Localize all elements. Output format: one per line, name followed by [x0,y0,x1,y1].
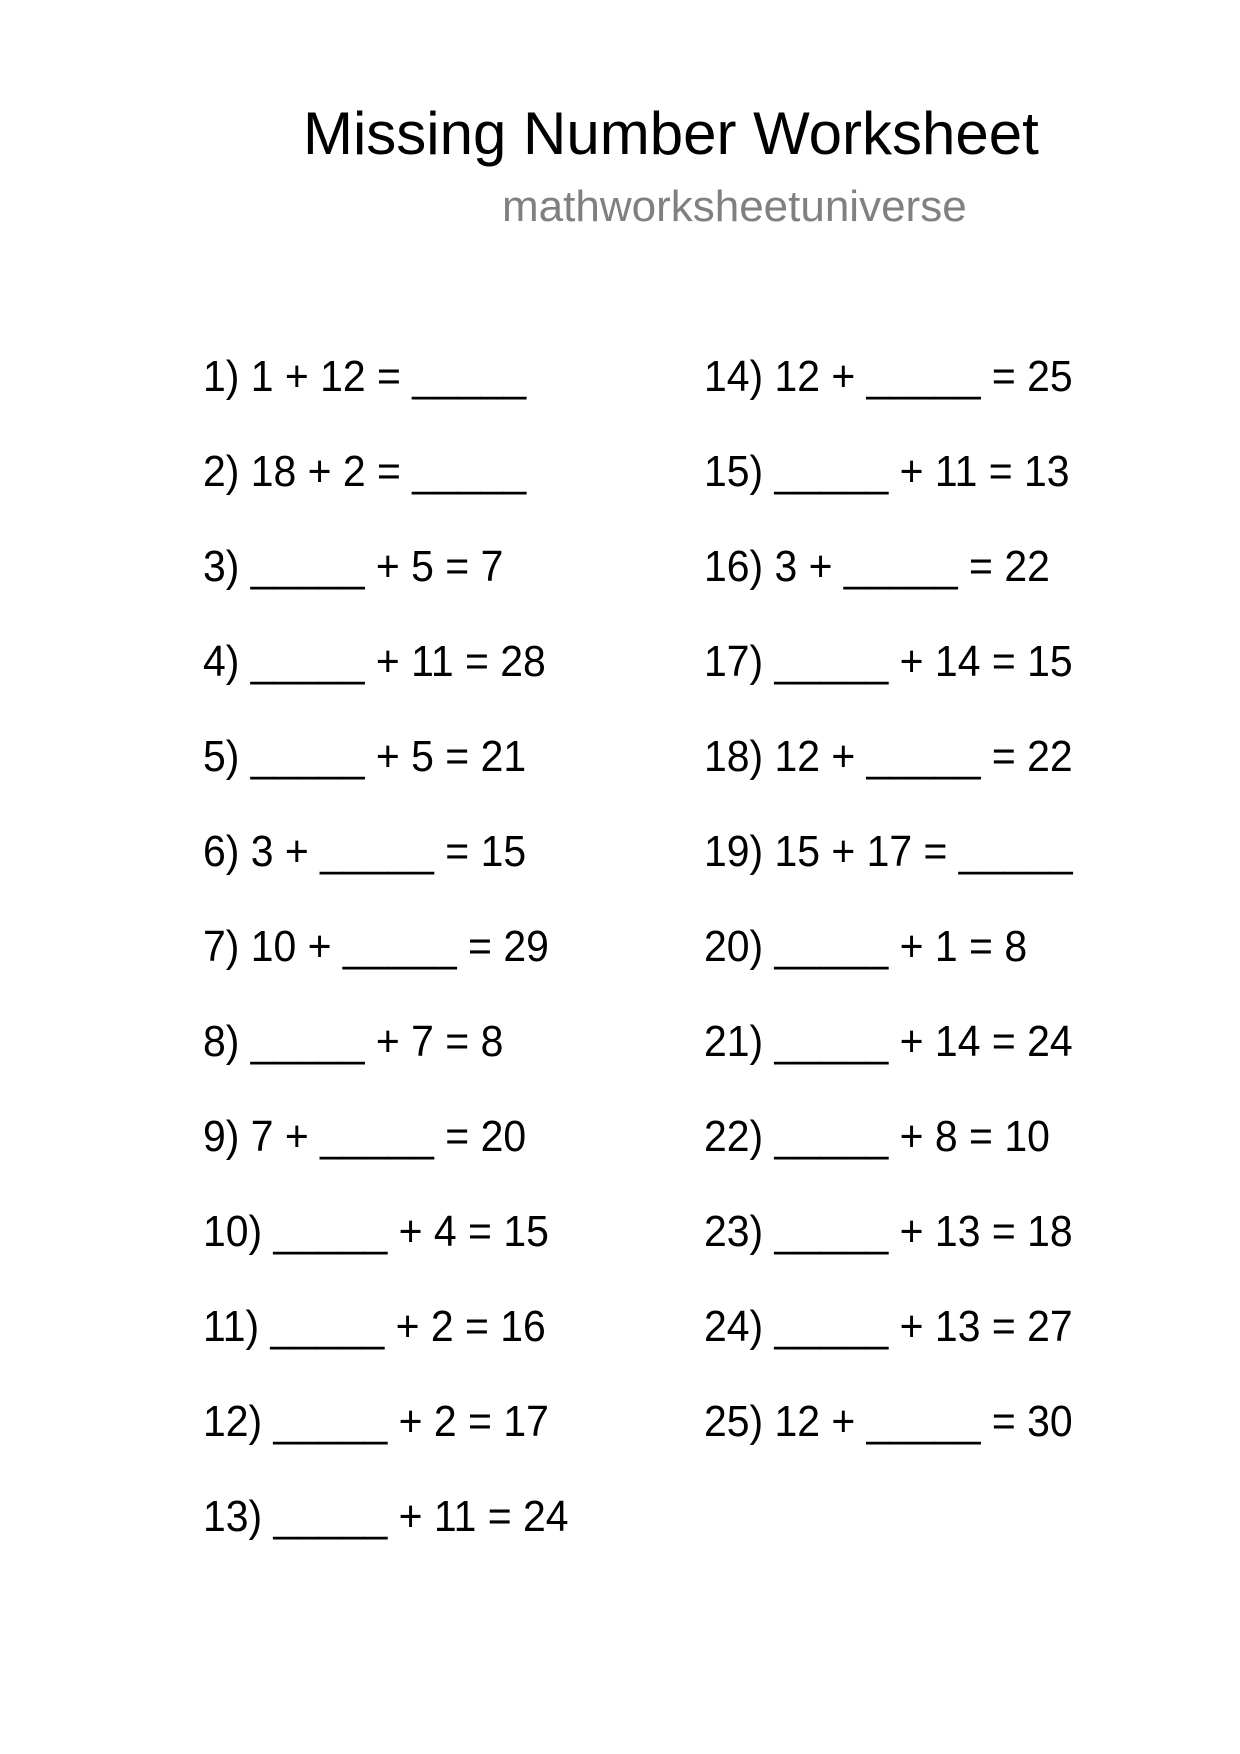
problem-9: 9) 7 + _____ = 20 [203,1112,527,1161]
worksheet-title: Missing Number Worksheet [303,100,1039,167]
problem-13: 13) _____ + 11 = 24 [203,1492,569,1541]
problem-17: 17) _____ + 14 = 15 [704,637,1073,686]
problem-10: 10) _____ + 4 = 15 [203,1207,549,1256]
problem-23: 23) _____ + 13 = 18 [704,1207,1073,1256]
problem-14: 14) 12 + _____ = 25 [704,352,1073,401]
problem-2: 2) 18 + 2 = _____ [203,447,527,496]
problem-11: 11) _____ + 2 = 16 [203,1302,546,1351]
problem-25: 25) 12 + _____ = 30 [704,1397,1073,1446]
problem-16: 16) 3 + _____ = 22 [704,542,1050,591]
problem-19: 19) 15 + 17 = _____ [704,827,1073,876]
problem-6: 6) 3 + _____ = 15 [203,827,527,876]
problem-3: 3) _____ + 5 = 7 [203,542,504,591]
problem-21: 21) _____ + 14 = 24 [704,1017,1073,1066]
problem-5: 5) _____ + 5 = 21 [203,732,527,781]
problem-8: 8) _____ + 7 = 8 [203,1017,504,1066]
problem-22: 22) _____ + 8 = 10 [704,1112,1050,1161]
problem-15: 15) _____ + 11 = 13 [704,447,1070,496]
problem-1: 1) 1 + 12 = _____ [203,352,527,401]
problem-24: 24) _____ + 13 = 27 [704,1302,1073,1351]
problem-7: 7) 10 + _____ = 29 [203,922,549,971]
worksheet-source-watermark: mathworksheetuniverse [502,182,967,231]
problem-20: 20) _____ + 1 = 8 [704,922,1028,971]
problem-18: 18) 12 + _____ = 22 [704,732,1073,781]
problem-12: 12) _____ + 2 = 17 [203,1397,549,1446]
problem-4: 4) _____ + 11 = 28 [203,637,546,686]
